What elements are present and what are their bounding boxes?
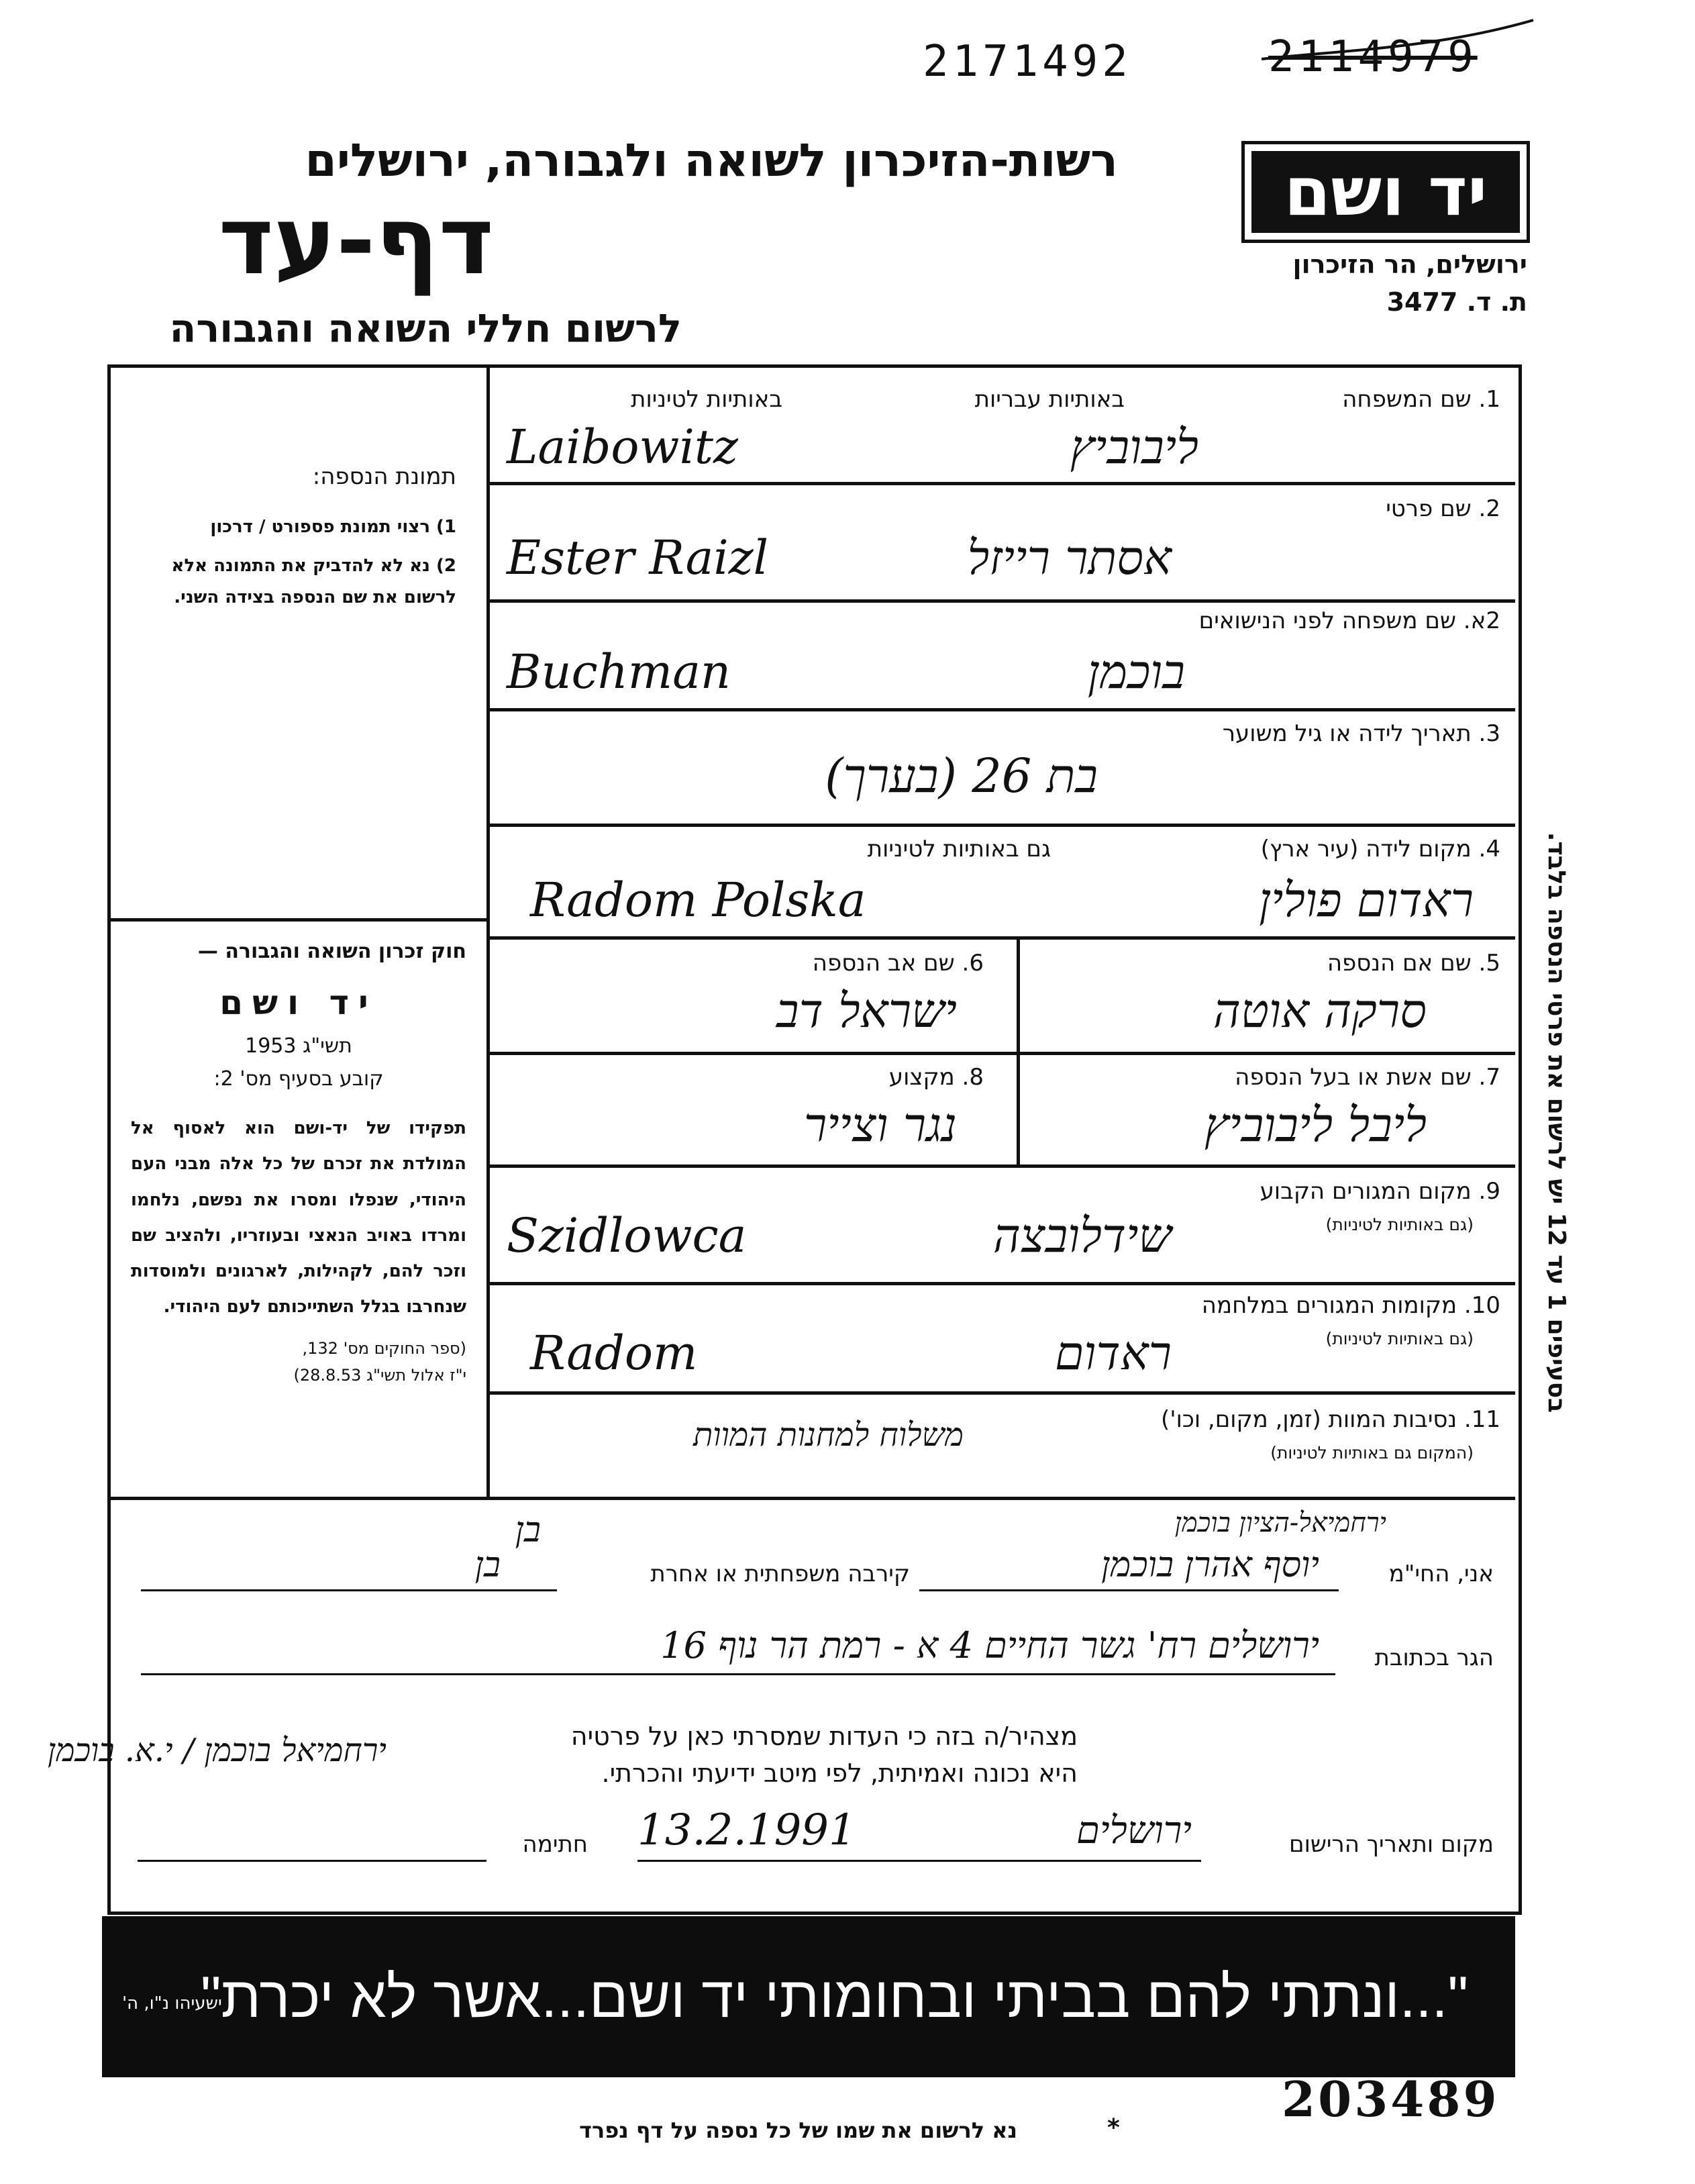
field-11-note: (המקום גם באותיות לטיניות) (1270, 1443, 1474, 1462)
side-note: בסעיפים 1 עד 12 יש לרשום את פרטי הנספה בלבד. (1543, 832, 1570, 1413)
field-2a-label: 2א. שם משפחה לפני הנישואים (1198, 607, 1500, 634)
page-subtitle: לרשום חללי השואה והגבורה (169, 305, 682, 351)
spouse-name-value: ליבל ליבוביץ (1204, 1097, 1427, 1152)
photo-panel (134, 463, 456, 613)
birthplace-hebrew-value: ראדום פולין (1259, 873, 1474, 928)
strike-scribble (1262, 13, 1543, 87)
field-5-label: 5. שם אם הנספה (1327, 950, 1500, 977)
field-1-label: 1. שם המשפחה (1342, 386, 1500, 413)
field-6-label: 6. שם אב הנספה (812, 950, 984, 977)
place-date-label: מקום ותאריך הרישום (1289, 1831, 1494, 1858)
statement-line-1: מצהיר/ה בזה כי העדות שמסרתי כאן על פרטיה (570, 1722, 1078, 1751)
kinship-label: קירבה משפחתית או אחרת (650, 1560, 910, 1587)
logo-text: יד ושם (1251, 151, 1520, 233)
address-label: הגר בכתובת (1374, 1644, 1494, 1671)
field-3-label: 3. תאריך לידה או גיל משוער (1222, 720, 1500, 747)
quote-banner (102, 1916, 1515, 2077)
first-name-latin-value: Ester Raizl (507, 530, 768, 585)
kinship-value: בן (474, 1545, 501, 1585)
first-name-hebrew-value: אסתר רייזל (967, 530, 1172, 585)
father-name-value: ישראל דב (776, 983, 957, 1038)
registration-date-value: 13.2.1991 (637, 1805, 856, 1855)
residence-latin-value: Szidlowca (507, 1208, 747, 1263)
declarant-name-value: יוסף אהרן בוכמן (1101, 1545, 1319, 1585)
surname-latin-value: Laibowitz (507, 419, 738, 475)
field-1-latin-header: באותיות לטיניות (631, 386, 782, 413)
photo-instruction-2: 2) נא לא להדביק את התמונה אלא לרשום את שם הנספה בצידה השני. (171, 556, 456, 607)
serial-number: 2171492 (923, 37, 1132, 87)
law-body: תפקידו של יד-ושם הוא לאסוף אל המולדת את זכרם של כל אלה מבני העם היהודי, שנפלו ומסרו את נפשם, נלחמו ומרדו באויב הנאצי ובעוזריו, ולהציב שם וזכר להם, לקהילות, לארגונים ולמוסדות שנחרבו בגלל השתייכותם לעם היהודי. (131, 1118, 466, 1318)
field-10-label: 10. מקומות המגורים במלחמה (1201, 1292, 1500, 1319)
footer-note: נא לרשום את שמו של כל נספה על דף נפרד (579, 2118, 1017, 2143)
field-7-label: 7. שם אשת או בעל הנספה (1235, 1064, 1500, 1091)
law-clause: קובע בסעיף מס' 2: (213, 1067, 384, 1091)
registration-place-value: ירושלים (1076, 1809, 1192, 1852)
law-year: תשי"ג 1953 (245, 1034, 352, 1058)
banner-quote: "...ונתתי להם בביתי ובחומותי יד ושם...אשר לא יכרת" (200, 1965, 1468, 2030)
authority-name: רשות-הזיכרון לשואה ולגבורה, ירושלים (305, 134, 1118, 187)
maiden-name-hebrew-value: בוכמן (1087, 644, 1185, 699)
maiden-name-latin-value: Buchman (507, 644, 731, 699)
declarant-label: אני, החי"מ (1388, 1560, 1494, 1587)
field-10-note: (גם באותיות לטיניות) (1325, 1329, 1474, 1348)
declarant-alt-name: ירחמיאל-הציון בוכמן (1174, 1507, 1386, 1538)
photo-instruction-1: 1) רצוי תמונת פספורט / דרכון (210, 517, 456, 537)
statement-line-2: היא נכונה ואמיתית, לפי מיטב ידיעתי והכרתי. (601, 1758, 1078, 1788)
law-reference-2: י"ז אלול תשי"ג 28.8.53) (293, 1365, 466, 1385)
field-1-hebrew-header: באותיות עבריות (974, 386, 1125, 413)
profession-value: נגר וצייר (803, 1097, 957, 1152)
wartime-residence-hebrew-value: ראדום (1054, 1326, 1172, 1381)
yad-vashem-logo (1241, 141, 1530, 243)
footer-star: * (1107, 2114, 1120, 2142)
crossed-serial-number: 2114979 (1268, 32, 1478, 82)
address-line: ירושלים, הר הזיכרון (1292, 250, 1527, 279)
birthplace-latin-value: Radom Polska (530, 873, 866, 928)
signature-value: ירחמיאל בוכמן / י.א. בוכמן (47, 1732, 387, 1769)
po-box: ת. ד. 3477 (1386, 287, 1527, 317)
address-value: ירושלים רח' גשר החיים 4 א - רמת הר נוף 16 (660, 1624, 1319, 1667)
side-note-container (1543, 742, 1577, 1413)
field-11-label: 11. נסיבות המוות (זמן, מקום, וכו') (1160, 1406, 1500, 1433)
field-4-latin-header: גם באותיות לטיניות (867, 836, 1051, 862)
signature-label: חתימה (522, 1831, 588, 1858)
form-number: 203489 (1282, 2071, 1500, 2128)
kinship-alt-value: בן (515, 1510, 541, 1550)
page-title: דף-עד (218, 187, 494, 296)
field-9-label: 9. מקום המגורים הקבוע (1260, 1178, 1500, 1205)
photo-panel-title: תמונת הנספה: (312, 463, 456, 490)
field-4-label: 4. מקום לידה (עיר ארץ) (1260, 836, 1500, 862)
wartime-residence-latin-value: Radom (530, 1326, 698, 1381)
law-heading: חוק זכרון השואה והגבורה — (197, 940, 466, 963)
law-panel (131, 940, 466, 1385)
birth-age-value: בת 26 (בערך) (825, 748, 1098, 803)
death-circumstances-value: משלוח למחנות המוות (693, 1416, 964, 1454)
field-2-label: 2. שם פרטי (1386, 495, 1500, 522)
mother-name-value: סרקה אוטה (1213, 983, 1427, 1038)
residence-hebrew-value: שידלובצה (992, 1208, 1172, 1263)
surname-hebrew-value: ליבוביץ (1070, 419, 1198, 475)
field-8-label: 8. מקצוע (888, 1064, 984, 1091)
law-name: יד ושם (219, 983, 378, 1022)
field-9-note: (גם באותיות לטיניות) (1325, 1215, 1474, 1234)
law-reference-1: (ספר החוקים מס' 132, (302, 1338, 466, 1358)
banner-source: ישעיהו נ"ו, ה' (122, 1993, 222, 2014)
